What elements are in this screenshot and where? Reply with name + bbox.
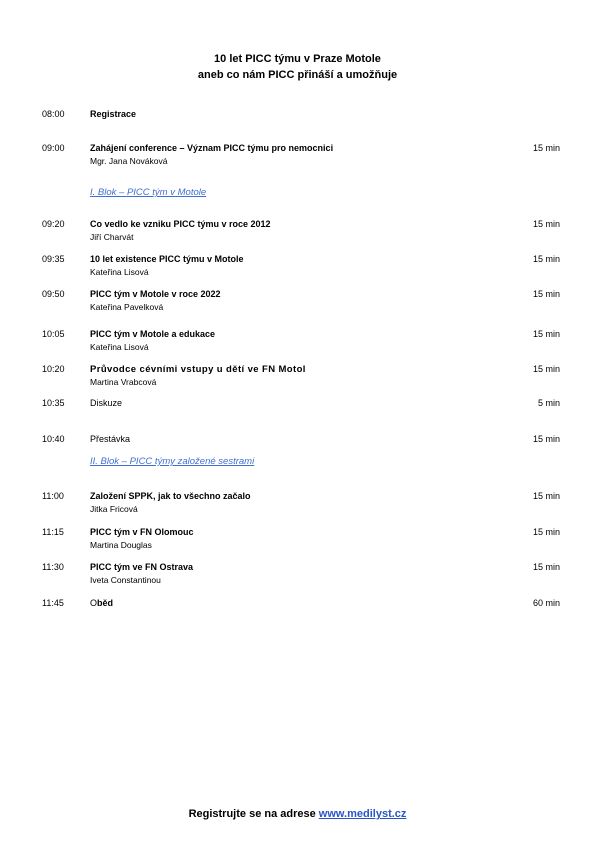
talk-title: Registrace bbox=[90, 109, 137, 119]
time-label: 11:45 bbox=[42, 598, 64, 608]
speaker-name: Martina Douglas bbox=[90, 540, 152, 550]
duration-label: 15 min bbox=[532, 491, 560, 501]
speaker-name: Martina Vrabcová bbox=[90, 377, 157, 387]
time-label: 10:05 bbox=[42, 329, 65, 339]
speaker-name: Jiří Charvát bbox=[90, 232, 134, 242]
time-label: 09:00 bbox=[42, 143, 65, 153]
registration-footer bbox=[0, 808, 595, 820]
talk-title: Zahájení conference – Význam PICC týmu pro nemocnici bbox=[90, 143, 334, 153]
time-label: 10:20 bbox=[42, 364, 65, 374]
duration-label: 15 min bbox=[532, 364, 560, 374]
speaker-name: Kateřina Pavelková bbox=[90, 302, 164, 312]
time-label: 10:35 bbox=[42, 398, 65, 408]
duration-label: 5 min bbox=[537, 398, 560, 408]
duration-label: 60 min bbox=[532, 598, 560, 608]
time-label: 11:00 bbox=[42, 491, 64, 501]
page-subtitle: aneb co nám PICC přináší a umožňuje bbox=[197, 69, 398, 81]
time-label: 11:30 bbox=[42, 562, 64, 572]
speaker-name: Mgr. Jana Nováková bbox=[90, 156, 168, 166]
duration-label: 15 min bbox=[532, 219, 560, 229]
talk-title-start: O bbox=[90, 598, 98, 608]
time-label: 10:40 bbox=[42, 434, 65, 444]
time-label: 09:35 bbox=[42, 254, 65, 264]
time-label: 09:50 bbox=[42, 289, 65, 299]
talk-title: Průvodce cévními vstupy u dětí ve FN Motol bbox=[90, 364, 306, 375]
time-label: 11:15 bbox=[42, 527, 64, 537]
duration-label: 15 min bbox=[532, 143, 560, 153]
registration-text: Registrujte se na adrese bbox=[188, 808, 316, 820]
duration-label: 15 min bbox=[532, 289, 560, 299]
block-heading-link[interactable]: I. Blok – PICC tým v Motole bbox=[90, 187, 207, 198]
talk-title: 10 let existence PICC týmu v Motole bbox=[90, 254, 244, 264]
talk-title: Diskuze bbox=[90, 398, 123, 408]
duration-label: 15 min bbox=[532, 254, 560, 264]
talk-title: Co vedlo ke vzniku PICC týmu v roce 2012 bbox=[90, 219, 271, 229]
talk-title: Přestávka bbox=[90, 434, 131, 444]
speaker-name: Kateřina Lisová bbox=[90, 342, 149, 352]
speaker-name: Jitka Fricová bbox=[90, 504, 138, 514]
page-title: 10 let PICC týmu v Praze Motole bbox=[214, 53, 381, 65]
time-label: 09:20 bbox=[42, 219, 65, 229]
talk-title: Založení SPPK, jak to všechno začalo bbox=[90, 491, 251, 501]
talk-title-end: běd bbox=[97, 598, 114, 608]
talk-title: PICC tým v FN Olomouc bbox=[90, 527, 194, 537]
speaker-name: Iveta Constantinou bbox=[90, 575, 161, 585]
talk-title: PICC tým v Motole a edukace bbox=[90, 329, 216, 339]
talk-title: PICC tým ve FN Ostrava bbox=[90, 562, 194, 572]
duration-label: 15 min bbox=[532, 562, 560, 572]
talk-title bbox=[90, 598, 113, 608]
speaker-name: Kateřina Lisová bbox=[90, 267, 149, 277]
block-heading-link[interactable]: II. Blok – PICC týmy založené sestrami bbox=[90, 456, 255, 467]
talk-title: PICC tým v Motole v roce 2022 bbox=[90, 289, 221, 299]
duration-label: 15 min bbox=[532, 527, 560, 537]
time-label: 08:00 bbox=[42, 109, 65, 119]
duration-label: 15 min bbox=[532, 329, 560, 339]
registration-link[interactable]: www.medilyst.cz bbox=[318, 808, 407, 820]
duration-label: 15 min bbox=[532, 434, 560, 444]
